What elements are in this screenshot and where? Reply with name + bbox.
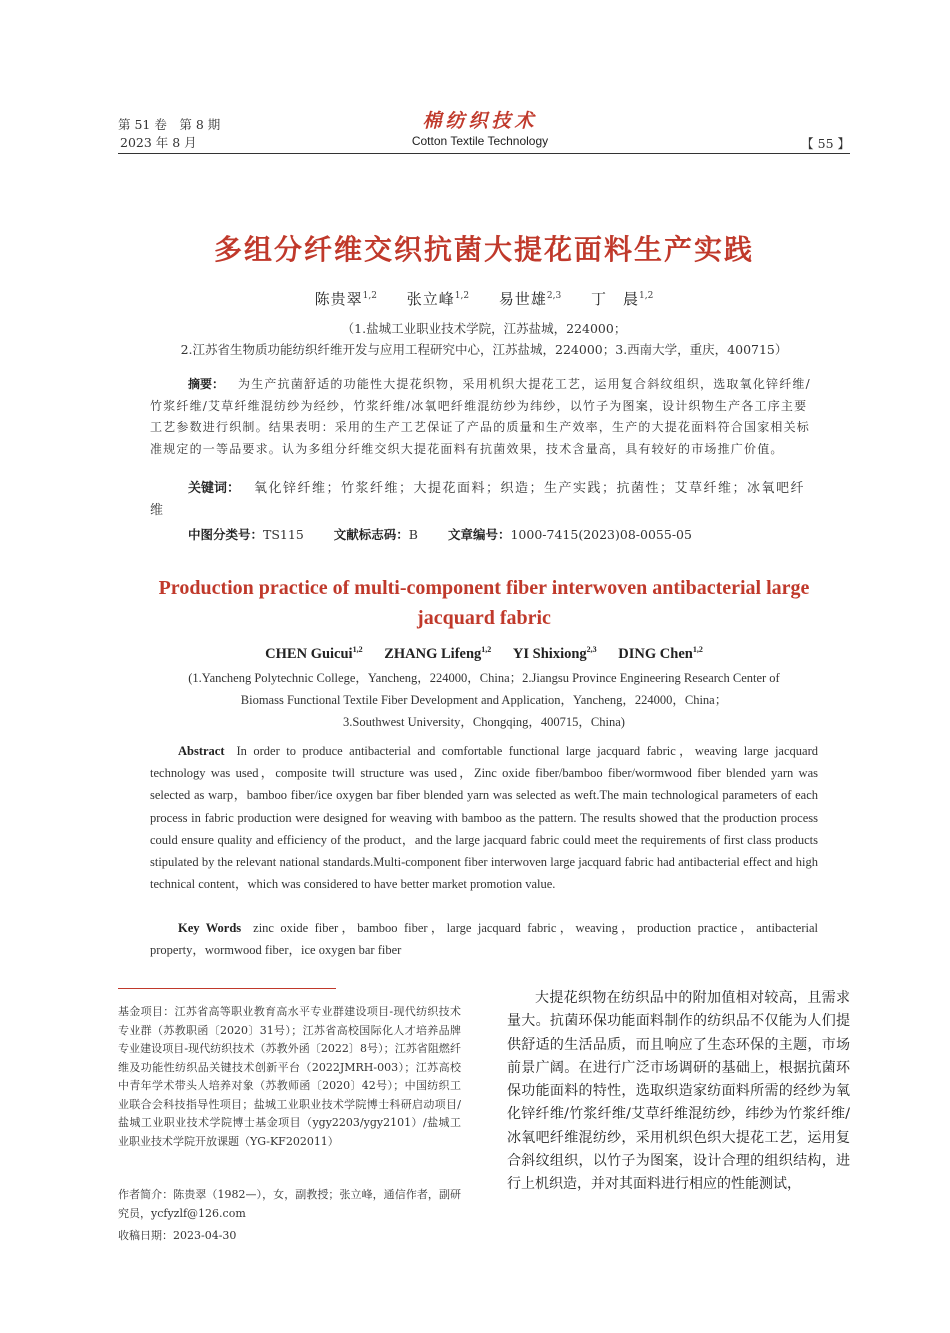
journal-name-en: Cotton Textile Technology	[411, 134, 549, 148]
footnote-rule	[118, 988, 336, 989]
abstract-cn-label: 摘要：	[188, 377, 225, 391]
article-no-label: 文章编号：	[447, 527, 511, 542]
abstract-cn	[150, 374, 818, 460]
footnote-author: 作者简介：陈贵翠（1982—），女，副教授；张立峰，通信作者，副研究员，ycfyzlf@126.com	[118, 1188, 461, 1220]
volume-issue: 第 51 卷 第 8 期	[118, 117, 221, 132]
title-cn: 多组分纤维交织抗菌大提花面料生产实践	[213, 233, 754, 266]
affiliation-line: Biomass Functional Textile Fiber Development and Application，Yancheng，224000，China；	[240, 693, 728, 707]
authors-en	[118, 645, 850, 663]
author-cn: 易世雄$^{2,3}$	[498, 290, 562, 308]
running-header-issue	[118, 116, 220, 152]
title-en: Production practice of multi-component fiber interwoven antibacterial large jacquard fabric	[158, 577, 810, 629]
keywords-en	[150, 917, 818, 961]
keywords-cn-label: 关键词：	[188, 481, 241, 496]
doc-code-label: 文献标志码：	[333, 527, 409, 542]
author-cn: 张立峰$^{1,2}$	[406, 290, 470, 308]
page-number: 【 55 】	[801, 136, 850, 151]
keywords-cn	[150, 478, 818, 522]
header-rule	[118, 153, 850, 154]
keywords-en-label: Key Words	[178, 921, 242, 935]
footnote-received-date: 收稿日期：2023-04-30	[118, 1229, 237, 1242]
affiliation-line: 2.江苏省生物质功能纺织纤维开发与应用工程研究中心，江苏盐城，224000；3.西南大学，重庆，400715）	[180, 342, 788, 357]
keywords-cn-text: 氧化锌纤维；竹浆纤维；大提花面料；织造；生产实践；抗菌性；艾草纤维；冰氧吧纤维	[150, 481, 806, 518]
classification-line	[188, 525, 828, 543]
author-en: ZHANG Lifeng$^{1,2}$	[384, 645, 492, 662]
publication-date: 2023 年 8 月	[120, 135, 197, 150]
authors-cn	[118, 288, 850, 309]
author-en: DING Chen$^{1,2}$	[618, 645, 703, 662]
clc-label: 中图分类号：	[188, 527, 264, 542]
journal-logo: 棉纺织技术	[422, 110, 538, 132]
article-no-value: 1000-7415(2023)08-0055-05	[510, 527, 692, 542]
author-en: CHEN Guicui$^{1,2}$	[265, 645, 363, 662]
abstract-en-text: In order to produce antibacterial and comfortable functional large jacquard fabric，weaving large jacquard technology was used，composite twill structure was used，Zinc oxide fiber/bamboo fiber/wormwood fiber blended yarn was selected as warp，bamboo fiber/ice oxygen bar fiber blended yarn was selected as weft.The main technological parameters of each process in fabric production were designed for weaving with bamboo as the pattern. The results showed that the production process could ensure quality and efficiency of the product，and the large jacquard fabric could meet the requirements of first class products stipulated by the relevant national standards.Multi-component fiber interwoven large jacquard fabric had antibacterial effect and high technical content，which was considered to have better market promotion value.	[150, 744, 818, 892]
doc-code-value: B	[408, 527, 418, 542]
affiliation-line: (1.Yancheng Polytechnic College，Yancheng，224000，China；2.Jiangsu Province Engineering Research Center of	[188, 671, 780, 685]
author-cn: 丁 晨$^{1,2}$	[591, 290, 654, 308]
body-paragraph: 大提花织物在纺织品中的附加值相对较高，且需求量大。抗菌环保功能面料制作的纺织品不仅能为人们提供舒适的生活品质，而且响应了生态环保的主题，市场前景广阔。在进行广泛市场调研的基础上，根据抗菌环保功能面料的特性，选取织造家纺面料所需的经纱为氧化锌纤维/竹浆纤维/艾草纤维混纺纱，纬纱为竹浆纤维/冰氧吧纤维混纺纱，采用机织色织大提花工艺，运用复合斜纹组织，以竹子为图案，设计合理的组织结构，进行上机织造，并对其面料进行相应的性能测试，	[507, 990, 850, 1193]
abstract-en-label: Abstract	[178, 744, 225, 758]
affiliation-cn	[118, 318, 850, 360]
affiliation-line: 3.Southwest University，Chongqing，400715，China)	[343, 715, 625, 729]
affiliation-en	[118, 667, 850, 733]
keywords-en-text: zinc oxide fiber，bamboo fiber，large jacquard fabric，weaving，production practice，antibacterial property，wormwood fiber，ice oxygen bar fiber	[150, 921, 818, 958]
footnote-funding: 基金项目：江苏省高等职业教育高水平专业群建设项目-现代纺织技术专业群（苏教职函〔2020〕31号）；江苏省高校国际化人才培养品牌专业建设项目-现代纺织技术（苏教外函〔2022〕8号）；江苏省阻燃纤维及功能性纺织品关键技术创新平台（2022JMRH-003）；江苏高校中青年学术带头人培养对象（苏教师函〔2020〕42号）；中国纺织工业联合会科技指导性项目；盐城工业职业技术学院博士科研启动项目/盐城工业职业技术学院博士基金项目（ygy2203/ygy2101）/盐城工业职业技术学院开放课题（YG-KF202011）	[118, 1005, 461, 1148]
author-cn: 陈贵翠$^{1,2}$	[314, 290, 377, 308]
abstract-en	[150, 740, 818, 895]
abstract-cn-text: 为生产抗菌舒适的功能性大提花织物，采用机织大提花工艺，运用复合斜纹组织，选取氧化锌纤维/竹浆纤维/艾草纤维混纺纱为经纱，竹浆纤维/冰氧吧纤维混纺纱为纬纱，以竹子为图案，设计织物生产各工序主要工艺参数进行织制。结果表明：采用的生产工艺保证了产品的质量和生产效率，生产的大提花面料符合国家相关标准规定的一等品要求。认为多组分纤维交织大提花面料有抗菌效果，技术含量高，具有较好的市场推广价值。	[150, 377, 811, 456]
author-en: YI Shixiong$^{2,3}$	[512, 645, 597, 662]
clc-value: TS115	[263, 527, 304, 542]
affiliation-line: （1.盐城工业职业技术学院，江苏盐城，224000；	[341, 321, 627, 336]
